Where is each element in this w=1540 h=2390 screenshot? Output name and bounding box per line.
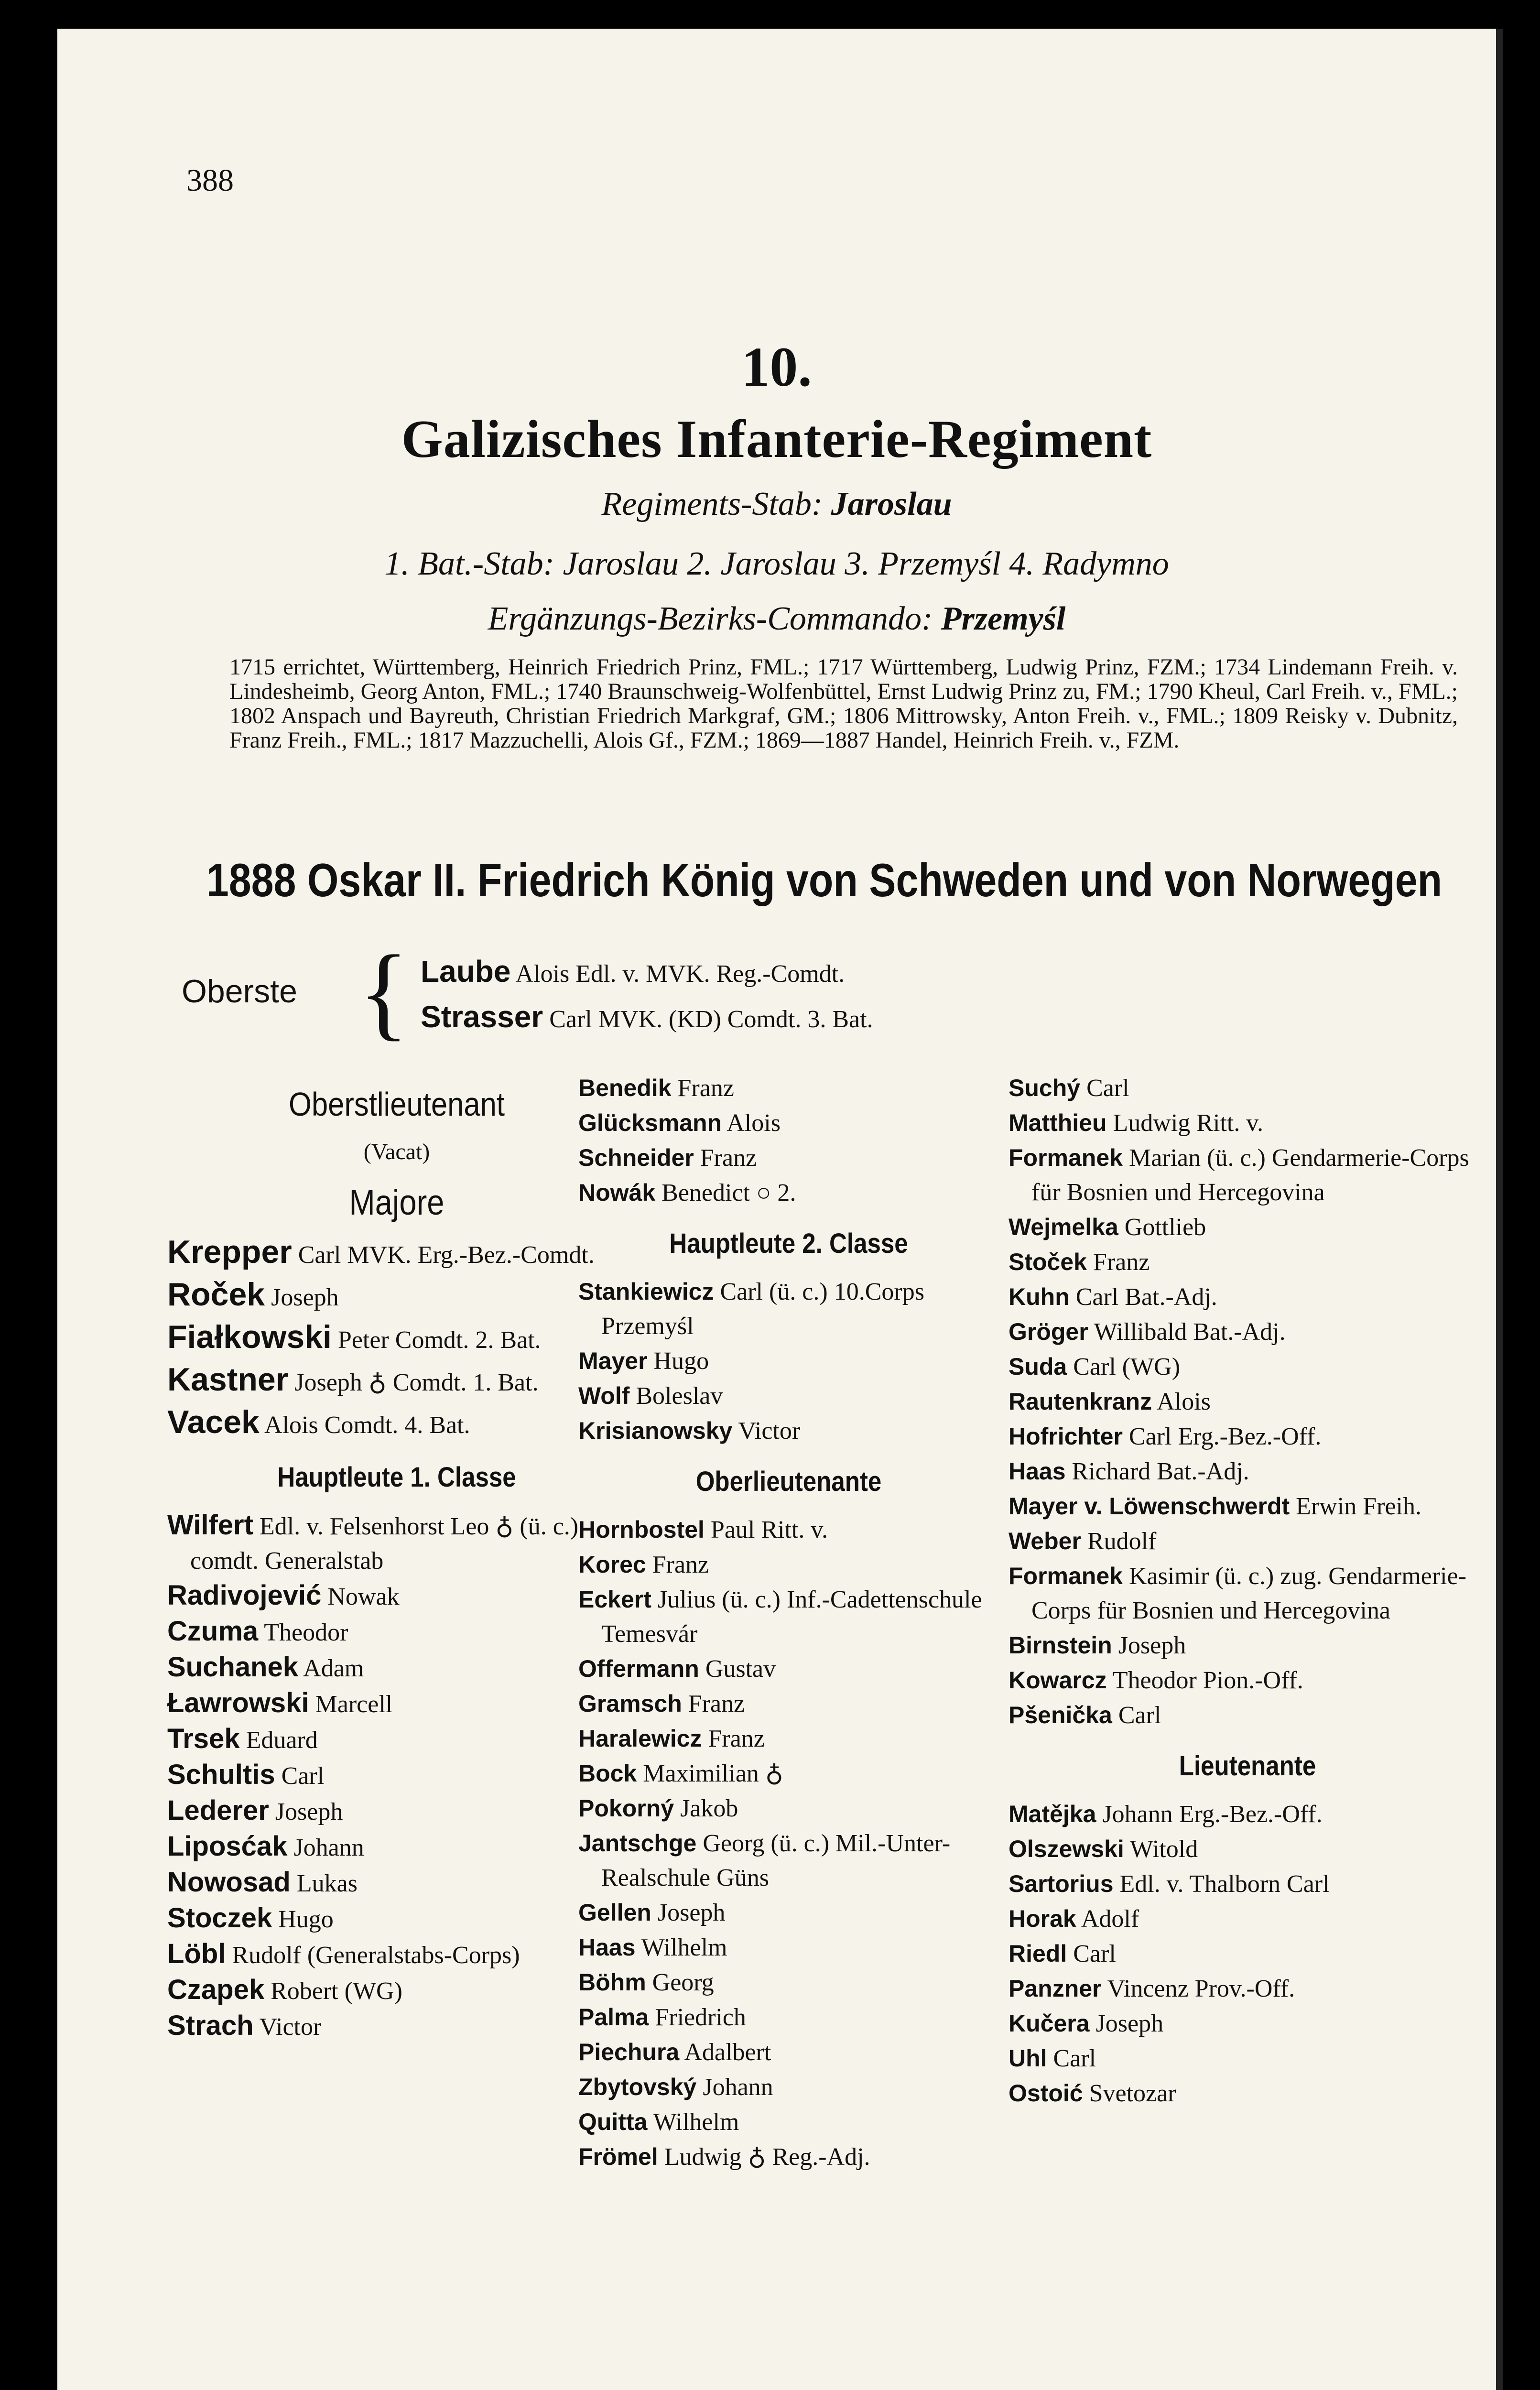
list-item: Pšenička Carl bbox=[1009, 1702, 1161, 1729]
list-item: Eckert Julius (ü. c.) Inf.-Cadettenschule Temesvár bbox=[578, 1586, 982, 1648]
list-item: Olszewski Witold bbox=[1009, 1836, 1198, 1863]
list-item: Czapek Robert (WG) bbox=[167, 1974, 402, 2005]
list-item: Pokorný Jakob bbox=[578, 1795, 738, 1822]
list-item: Suchý Carl bbox=[1009, 1075, 1129, 1102]
list-item: Matthieu Ludwig Ritt. v. bbox=[1009, 1109, 1263, 1137]
list-item: Kowarcz Theodor Pion.-Off. bbox=[1009, 1667, 1303, 1694]
list-item: Liposćak Johann bbox=[167, 1831, 364, 1862]
oberlieutenante-continued-list bbox=[1009, 1071, 1486, 1733]
list-item: Stankiewicz Carl (ü. c.) 10.Corps Przemyśl bbox=[578, 1278, 924, 1340]
list-item: Horak Adolf bbox=[1009, 1905, 1139, 1933]
regiment-number: 10. bbox=[741, 336, 812, 398]
list-item: Krisianowsky Victor bbox=[578, 1417, 801, 1445]
list-item: Nowosad Lukas bbox=[167, 1867, 358, 1898]
oberlieutenante-list bbox=[578, 1512, 999, 2174]
oberst-name: Strasser bbox=[421, 999, 543, 1034]
section-title-hauptleute-2: Hauptleute 2. Classe bbox=[669, 1228, 908, 1259]
ergaenzung-place: Przemyśl bbox=[941, 600, 1066, 637]
ergaenzung-line bbox=[57, 600, 1496, 638]
list-item: Palma Friedrich bbox=[578, 2004, 746, 2031]
hauptleute-1-list bbox=[167, 1508, 626, 2044]
list-item: Bock Maximilian ♁ bbox=[578, 1760, 783, 1787]
list-item: Hofrichter Carl Erg.-Bez.-Off. bbox=[1009, 1423, 1322, 1450]
list-item: Weber Rudolf bbox=[1009, 1528, 1157, 1555]
list-item: Böhm Georg bbox=[578, 1969, 714, 1996]
list-item: Benedik Franz bbox=[578, 1075, 734, 1102]
list-item: Matějka Johann Erg.-Bez.-Off. bbox=[1009, 1801, 1323, 1828]
vacat-note: (Vacat) bbox=[363, 1139, 430, 1164]
list-item: Jantschge Georg (ü. c.) Mil.-Unter-Realschule Güns bbox=[578, 1830, 951, 1891]
battalion-stab-line: 1. Bat.-Stab: Jaroslau 2. Jaroslau 3. Przemyśl 4. Radymno bbox=[384, 545, 1169, 582]
hauptleute-2-list bbox=[578, 1274, 999, 1448]
list-item: Formanek Kasimir (ü. c.) zug. Gendarmerie-Corps für Bosnien und Hercegovina bbox=[1009, 1563, 1467, 1624]
lieutenante-list bbox=[1009, 1797, 1486, 2111]
list-item: Gellen Joseph bbox=[578, 1899, 726, 1926]
list-item: Kučera Joseph bbox=[1009, 2010, 1164, 2037]
list-item: Quitta Wilhelm bbox=[578, 2108, 739, 2136]
list-item: Zbytovský Johann bbox=[578, 2074, 773, 2101]
majore-list bbox=[167, 1233, 626, 1444]
list-item: Panzner Vincenz Prov.-Off. bbox=[1009, 1975, 1295, 2002]
document-page bbox=[57, 29, 1503, 2390]
oberst-details: Carl MVK. (KD) Comdt. 3. Bat. bbox=[549, 1006, 873, 1033]
list-item: Gramsch Franz bbox=[578, 1690, 745, 1717]
list-item: Czuma Theodor bbox=[167, 1616, 348, 1647]
list-item: Ostoić Svetozar bbox=[1009, 2080, 1176, 2107]
section-title-oberlieutenante: Oberlieutenante bbox=[695, 1466, 882, 1497]
list-item: Offermann Gustav bbox=[578, 1655, 776, 1683]
list-item: Radivojević Nowak bbox=[167, 1580, 400, 1611]
list-item: Kuhn Carl Bat.-Adj. bbox=[1009, 1283, 1217, 1311]
hauptleute-1-continued-list bbox=[578, 1071, 999, 1210]
list-item: Stoček Franz bbox=[1009, 1249, 1150, 1276]
list-item: Mayer v. Löwenschwerdt Erwin Freih. bbox=[1009, 1493, 1421, 1520]
ergaenzung-label: Ergänzungs-Bezirks-Commando: bbox=[488, 600, 933, 637]
list-item: Haralewicz Franz bbox=[578, 1725, 765, 1752]
list-item: Strach Victor bbox=[167, 2010, 322, 2041]
list-item: Ławrowski Marcell bbox=[167, 1687, 393, 1718]
column-1 bbox=[167, 1071, 626, 2044]
list-item: Hornbostel Paul Ritt. v. bbox=[578, 1516, 828, 1543]
list-item: Stoczek Hugo bbox=[167, 1902, 334, 1934]
list-item: Krepper Carl MVK. Erg.-Bez.-Comdt. bbox=[167, 1234, 595, 1270]
list-item: Roček Joseph bbox=[167, 1276, 339, 1313]
oberst-details: Alois Edl. v. MVK. Reg.-Comdt. bbox=[515, 960, 845, 988]
list-item: Lederer Joseph bbox=[167, 1795, 343, 1826]
list-item: Wejmelka Gottlieb bbox=[1009, 1214, 1206, 1241]
oberst-name: Laube bbox=[421, 954, 511, 989]
list-item: Frömel Ludwig ♁ Reg.-Adj. bbox=[578, 2143, 870, 2171]
list-item: Mayer Hugo bbox=[578, 1347, 709, 1375]
list-item: Suda Carl (WG) bbox=[1009, 1353, 1181, 1380]
list-item: Haas Richard Bat.-Adj. bbox=[1009, 1458, 1249, 1485]
list-item: Sartorius Edl. v. Thalborn Carl bbox=[1009, 1870, 1330, 1898]
list-item: Piechura Adalbert bbox=[578, 2039, 771, 2066]
section-title-lieutenante: Lieutenante bbox=[1179, 1750, 1316, 1782]
list-item: Suchanek Adam bbox=[167, 1651, 364, 1683]
list-item: Vacek Alois Comdt. 4. Bat. bbox=[167, 1404, 470, 1440]
list-item: Birnstein Joseph bbox=[1009, 1632, 1186, 1659]
list-item: Schultis Carl bbox=[167, 1759, 325, 1790]
list-item: Wilfert Edl. v. Felsenhorst Leo ♁ (ü. c.) comdt. Generalstab bbox=[167, 1510, 579, 1575]
regiment-inhaber: 1888 Oskar II. Friedrich König von Schweden und von Norwegen bbox=[206, 854, 1442, 906]
list-item: Kastner Joseph ♁ Comdt. 1. Bat. bbox=[167, 1361, 539, 1398]
regiments-stab-line bbox=[57, 485, 1496, 523]
list-item: Haas Wilhelm bbox=[578, 1934, 727, 1961]
list-item: Nowák Benedict ○ 2. bbox=[578, 1179, 796, 1206]
list-item: Korec Franz bbox=[578, 1551, 709, 1578]
regiment-title: Galizisches Infanterie-Regiment bbox=[401, 410, 1152, 469]
section-title-hauptleute-1: Hauptleute 1. Classe bbox=[277, 1462, 516, 1493]
list-item: Rautenkranz Alois bbox=[1009, 1388, 1211, 1415]
column-3 bbox=[1009, 1071, 1486, 2111]
section-title-oberstlieutenant: Oberstlieutenant bbox=[288, 1086, 505, 1123]
list-item: Gröger Willibald Bat.-Adj. bbox=[1009, 1318, 1286, 1346]
list-item: Löbl Rudolf (Generalstabs-Corps) bbox=[167, 1938, 520, 1969]
list-item: Formanek Marian (ü. c.) Gendarmerie-Corps für Bosnien und Hercegovina bbox=[1009, 1144, 1469, 1206]
oberst-entry bbox=[421, 999, 873, 1034]
column-2 bbox=[578, 1071, 999, 2174]
stab-place: Jaroslau bbox=[831, 486, 952, 522]
section-title-majore: Majore bbox=[349, 1183, 445, 1222]
list-item: Fiałkowski Peter Comdt. 2. Bat. bbox=[167, 1319, 541, 1355]
oberste-label: Oberste bbox=[182, 973, 297, 1010]
oberst-entry bbox=[421, 954, 845, 989]
list-item: Glücksmann Alois bbox=[578, 1109, 781, 1137]
brace-symbol: { bbox=[358, 934, 409, 1050]
list-item: Wolf Boleslav bbox=[578, 1382, 723, 1410]
page-number: 388 bbox=[186, 163, 234, 198]
regiment-history: 1715 errichtet, Württemberg, Heinrich Friedrich Prinz, FML.; 1717 Württemberg, Ludwig Prinz, FZM.; 1734 Lindemann Freih. v. Lindesheimb, Georg Anton, FML.; 1740 Braunschweig-Wolfenbüttel, Ernst Ludwig Prinz zu, FM.; 1790 Kheul, Carl Freih. v., FML.; 1802 Anspach und Bayreuth, Christian Friedrich Markgraf, GM.; 1806 Mittrowsky, Anton Freih. v., FML.; 1809 Reisky v. Dubnitz, Franz Freih., FML.; 1817 Mazzuchelli, Alois Gf., FZM.; 1869—1887 Handel, Heinrich Freih. v., FZM. bbox=[229, 654, 1458, 753]
list-item: Trsek Eduard bbox=[167, 1723, 318, 1754]
stab-label: Regiments-Stab: bbox=[601, 486, 823, 522]
list-item: Schneider Franz bbox=[578, 1144, 757, 1172]
list-item: Uhl Carl bbox=[1009, 2045, 1096, 2072]
list-item: Riedl Carl bbox=[1009, 1940, 1116, 1967]
